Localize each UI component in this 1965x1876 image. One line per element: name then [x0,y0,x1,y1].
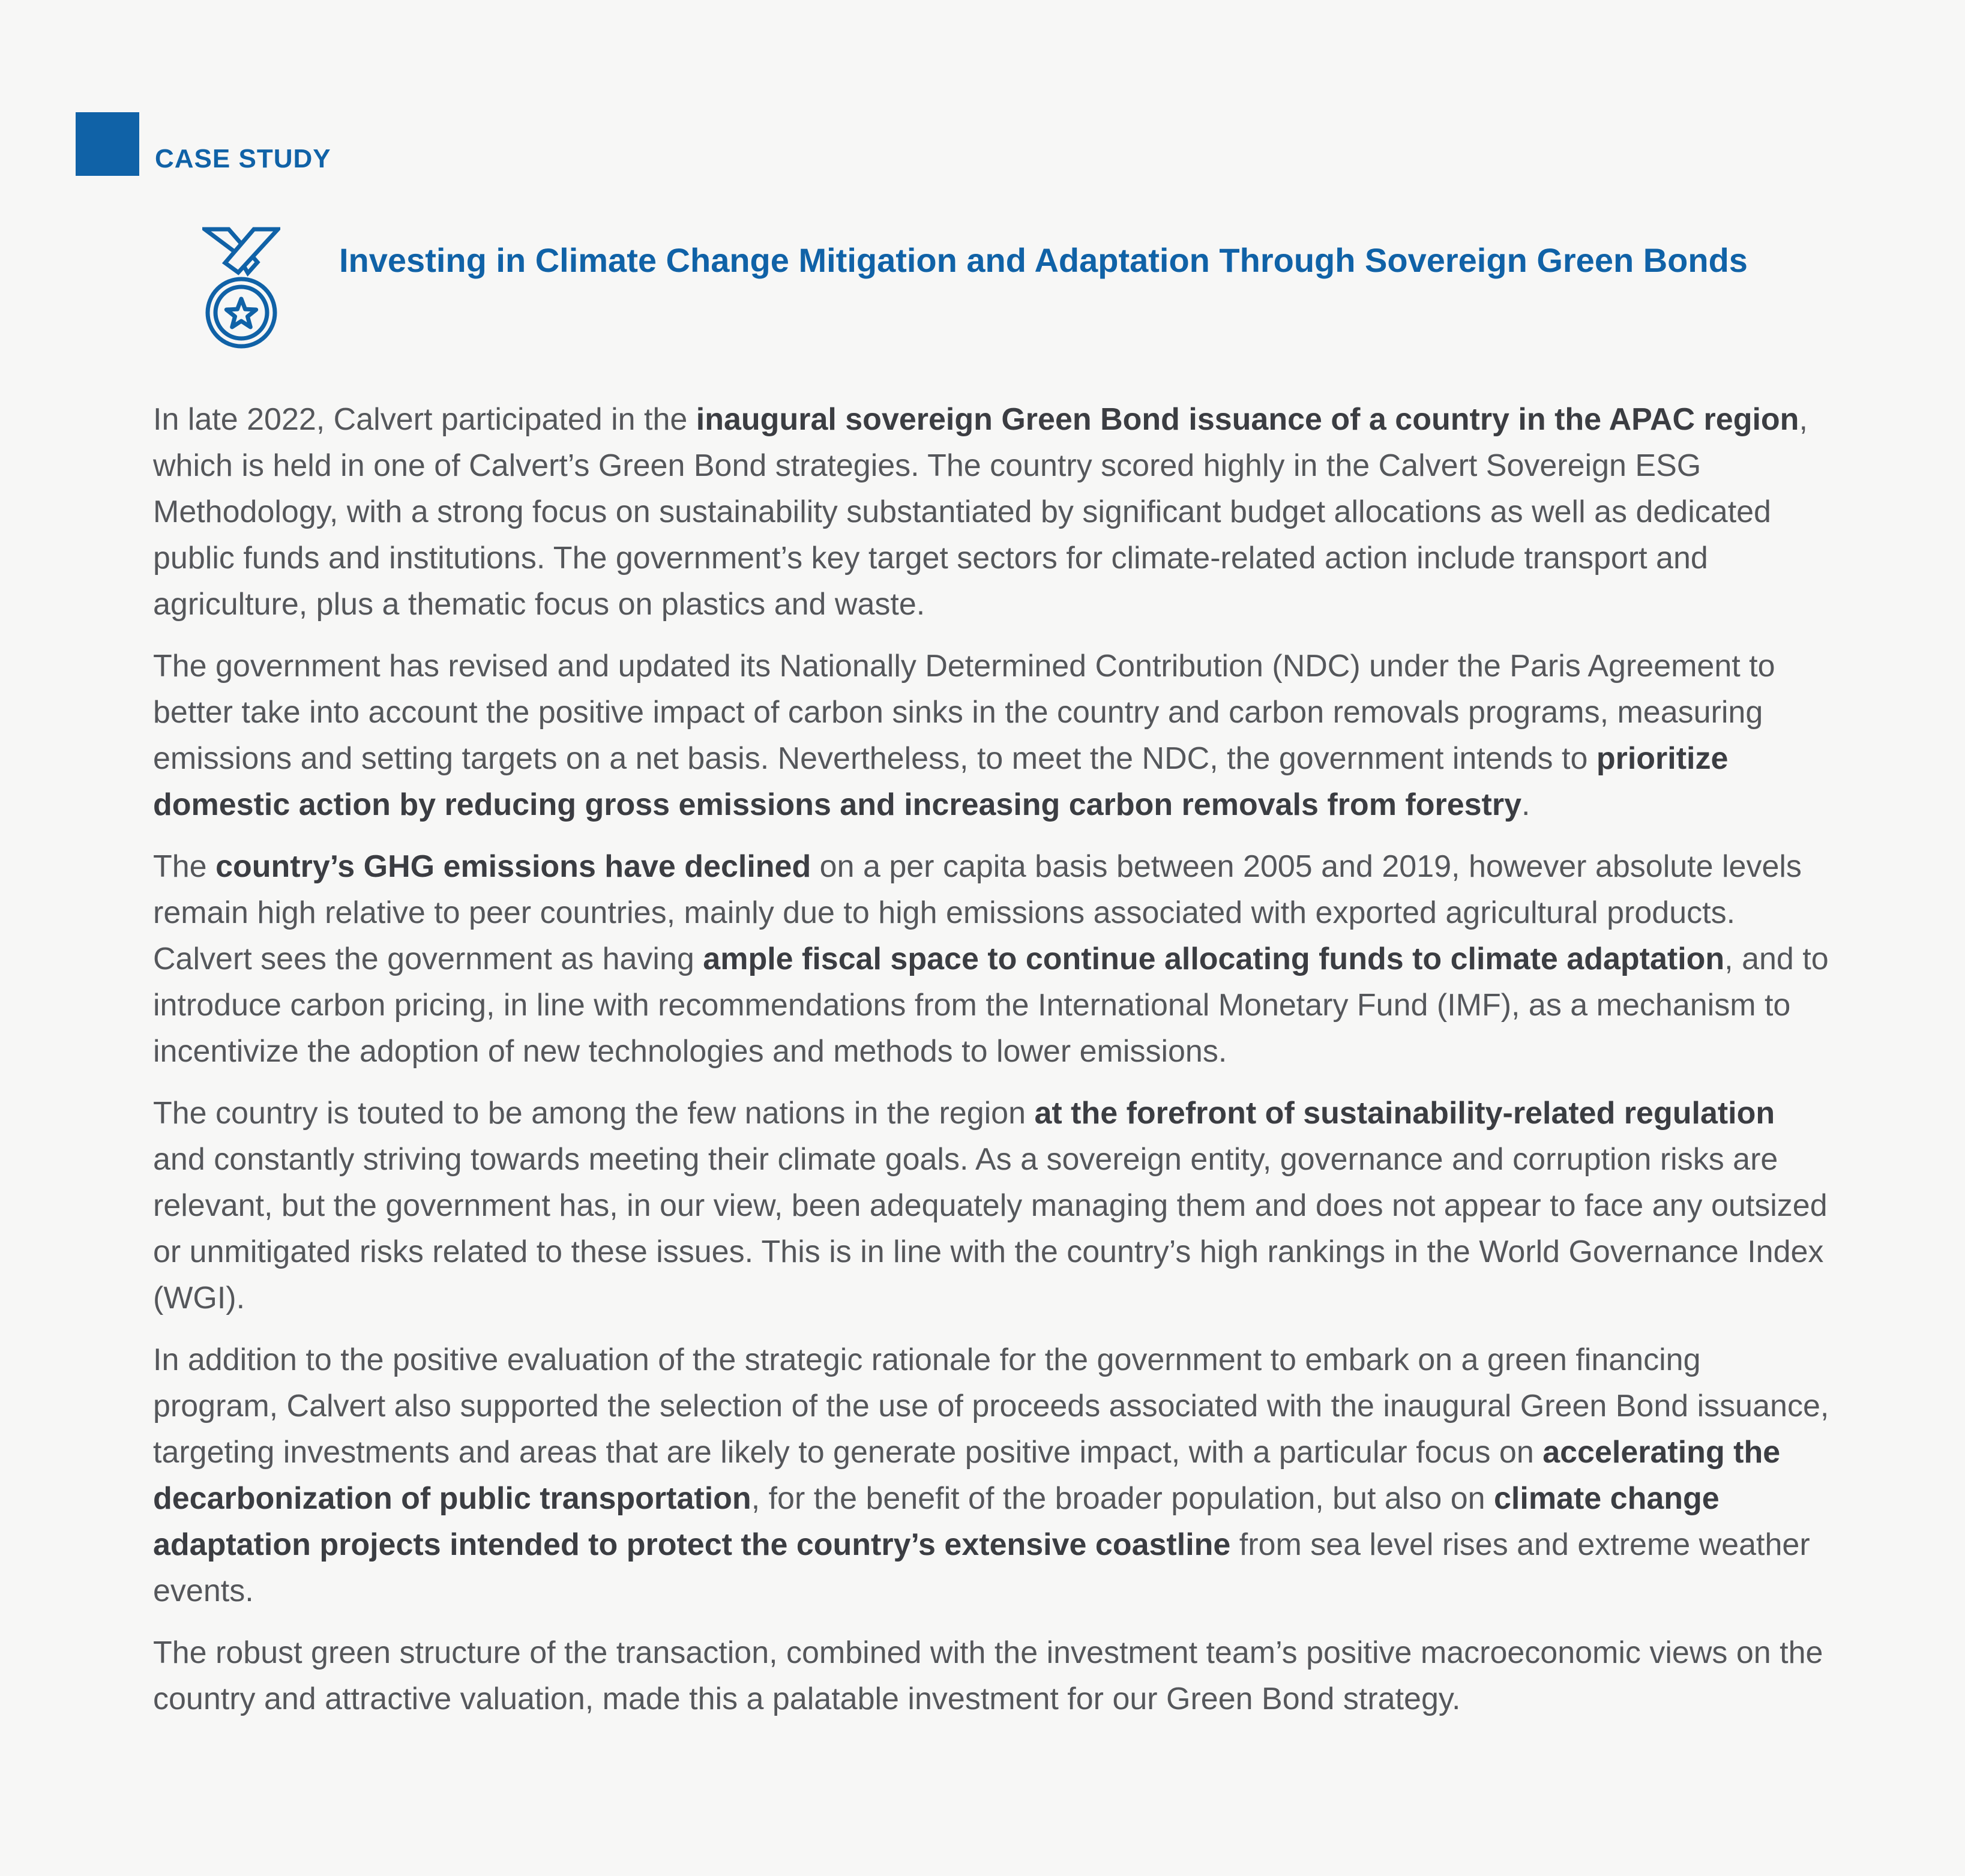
body-paragraph [153,1337,1834,1614]
text-segment: , which is held in one of Calvert’s Green Bond strategies. The country scored highly in the Calvert Sovereign ESG Methodology, with a strong focus on sustainability substantiated by significant budget allocations as well as dedicated public funds and institutions. The government’s key target sectors for climate-related action include transport and agriculture, plus a thematic focus on plastics and waste. [153,402,1808,622]
medal-icon [202,227,280,350]
text-segment: , and to introduce carbon pricing, in line with recommendations from the International Monetary Fund (IMF), as a mechanism to incentivize the adoption of new technologies and methods to lower emissions. [153,942,1829,1069]
text-segment: In late 2022, Calvert participated in the [153,402,696,437]
brand-square [76,112,139,176]
text-segment: on a per capita basis between 2005 and 2019, however absolute levels remain high relative to peer countries, mainly due to high emissions associated with exported agricultural products. Calvert sees the government as having [153,849,1802,976]
body-paragraph [153,397,1834,628]
text-segment: The robust green structure of the transaction, combined with the investment team’s positive macroeconomic views on the country and attractive valuation, made this a palatable investment for our Green Bond strategy. [153,1635,1823,1716]
body-paragraph [153,1630,1834,1722]
case-study-header [202,227,1748,350]
bold-text-segment: accelerating the decarbonization of public transportation [153,1435,1781,1516]
case-study-title: Investing in Climate Change Mitigation and Adaptation Through Sovereign Green Bonds [339,241,1748,279]
bold-text-segment: prioritize domestic action by reducing gross emissions and increasing carbon removals from forestry [153,741,1729,822]
text-segment: , for the benefit of the broader population, but also on [751,1481,1494,1516]
text-segment: The country is touted to be among the few nations in the region [153,1096,1035,1131]
text-segment: The [153,849,216,884]
eyebrow-label: CASE STUDY [155,144,331,173]
body-paragraph [153,844,1834,1075]
case-study-body [153,397,1834,1722]
bold-text-segment: inaugural sovereign Green Bond issuance of a country in the APAC region [696,402,1799,437]
bold-text-segment: climate change adaptation projects intended to protect the country’s extensive coastline [153,1481,1720,1562]
text-segment: The government has revised and updated its Nationally Determined Contribution (NDC) under the Paris Agreement to better take into account the positive impact of carbon sinks in the country and carbon removals programs, measuring emissions and setting targets on a net basis. Nevertheless, to meet the NDC, the government intends to [153,649,1775,776]
text-segment: . [1521,787,1530,822]
eyebrow [76,112,331,176]
text-segment: In addition to the positive evaluation of the strategic rationale for the government to embark on a green financing program, Calvert also supported the selection of the use of proceeds associated with the inaugural Green Bond issuance, targeting investments and areas that are likely to generate positive impact, with a particular focus on [153,1342,1829,1470]
text-segment: and constantly striving towards meeting their climate goals. As a sovereign entity, governance and corruption risks are relevant, but the government has, in our view, been adequately managing them and does not appear to face any outsized or unmitigated risks related to these issues. This is in line with the country’s high rankings in the World Governance Index (WGI). [153,1142,1828,1315]
bold-text-segment: country’s GHG emissions have declined [215,849,811,884]
bold-text-segment: at the forefront of sustainability-related regulation [1034,1096,1775,1131]
body-paragraph [153,643,1834,828]
body-paragraph [153,1090,1834,1321]
bold-text-segment: ample fiscal space to continue allocating funds to climate adaptation [703,942,1725,976]
text-segment: from sea level rises and extreme weather events. [153,1527,1810,1608]
